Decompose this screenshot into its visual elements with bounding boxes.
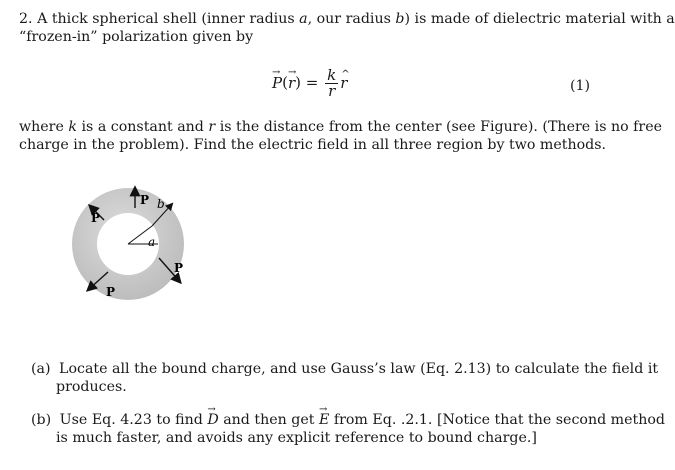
part-b-text-1a: Use Eq. 4.23 to find	[59, 412, 208, 428]
polarization-equation: → P(→ r) = $\frac{k}{r}$ ^ r	[272, 68, 347, 99]
shell-figure	[64, 182, 204, 316]
part-b-line-2	[56, 429, 537, 447]
var-r: r	[208, 119, 216, 135]
part-b-label: (b)	[31, 412, 52, 428]
label-P-right: P	[174, 261, 184, 275]
label-a: a	[148, 235, 156, 249]
problem-text-1b: , our radius	[307, 11, 396, 27]
eq-denominator: r	[328, 82, 336, 100]
eq-rhs-rhat: ^ r	[340, 74, 347, 92]
var-k: k	[68, 119, 77, 135]
eq-lhs-r: → r	[288, 74, 295, 92]
label-b: b	[157, 197, 165, 211]
problem-text-2: “frozen-in” polarization given by	[19, 29, 254, 45]
part-a-label: (a)	[31, 361, 51, 377]
part-b-line-1	[31, 411, 665, 429]
equation-number: (1)	[570, 78, 591, 94]
desc-text-2: charge in the problem). Find the electric field in all three region by two methods.	[19, 137, 607, 153]
shell-diagram	[64, 182, 204, 312]
desc-text-1b: is a constant and	[76, 119, 209, 135]
eq-equals: =	[305, 73, 319, 92]
part-b-text-1b: and then get	[218, 412, 319, 428]
part-b-text-2: is much faster, and avoids any explicit reference to bound charge.]	[56, 430, 537, 446]
problem-text-1: A thick spherical shell (inner radius	[37, 11, 300, 27]
eq-lhs-P: → P	[272, 74, 282, 92]
description-line-2	[19, 136, 606, 154]
description-line-1	[19, 118, 662, 136]
vec-E: → E	[319, 411, 329, 429]
label-P-bottom: P	[106, 285, 116, 299]
eq-fraction	[325, 68, 338, 99]
eq-numerator: k	[327, 66, 337, 84]
var-b: b	[395, 11, 405, 27]
desc-text-1a: where	[19, 119, 69, 135]
part-a-line-1	[31, 360, 658, 378]
part-a-text-2: produces.	[56, 379, 127, 395]
part-a-text-1: Locate all the bound charge, and use Gauss’s law (Eq. 2.13) to calculate the field it	[59, 361, 659, 377]
var-a: a	[299, 11, 308, 27]
label-P-left: P	[91, 211, 101, 225]
part-a-line-2	[56, 378, 127, 396]
problem-line-2	[19, 28, 253, 46]
label-P-top: P	[140, 193, 150, 207]
vec-D: → D	[207, 411, 218, 429]
problem-number: 2.	[19, 11, 33, 27]
problem-line-1	[19, 10, 675, 28]
desc-text-1c: is the distance from the center (see Figure). (There is no free	[215, 119, 662, 135]
problem-text-1c: ) is made of dielectric material with a	[404, 11, 675, 27]
part-b-text-1c: from Eq. .2.1. [Notice that the second method	[329, 412, 665, 428]
